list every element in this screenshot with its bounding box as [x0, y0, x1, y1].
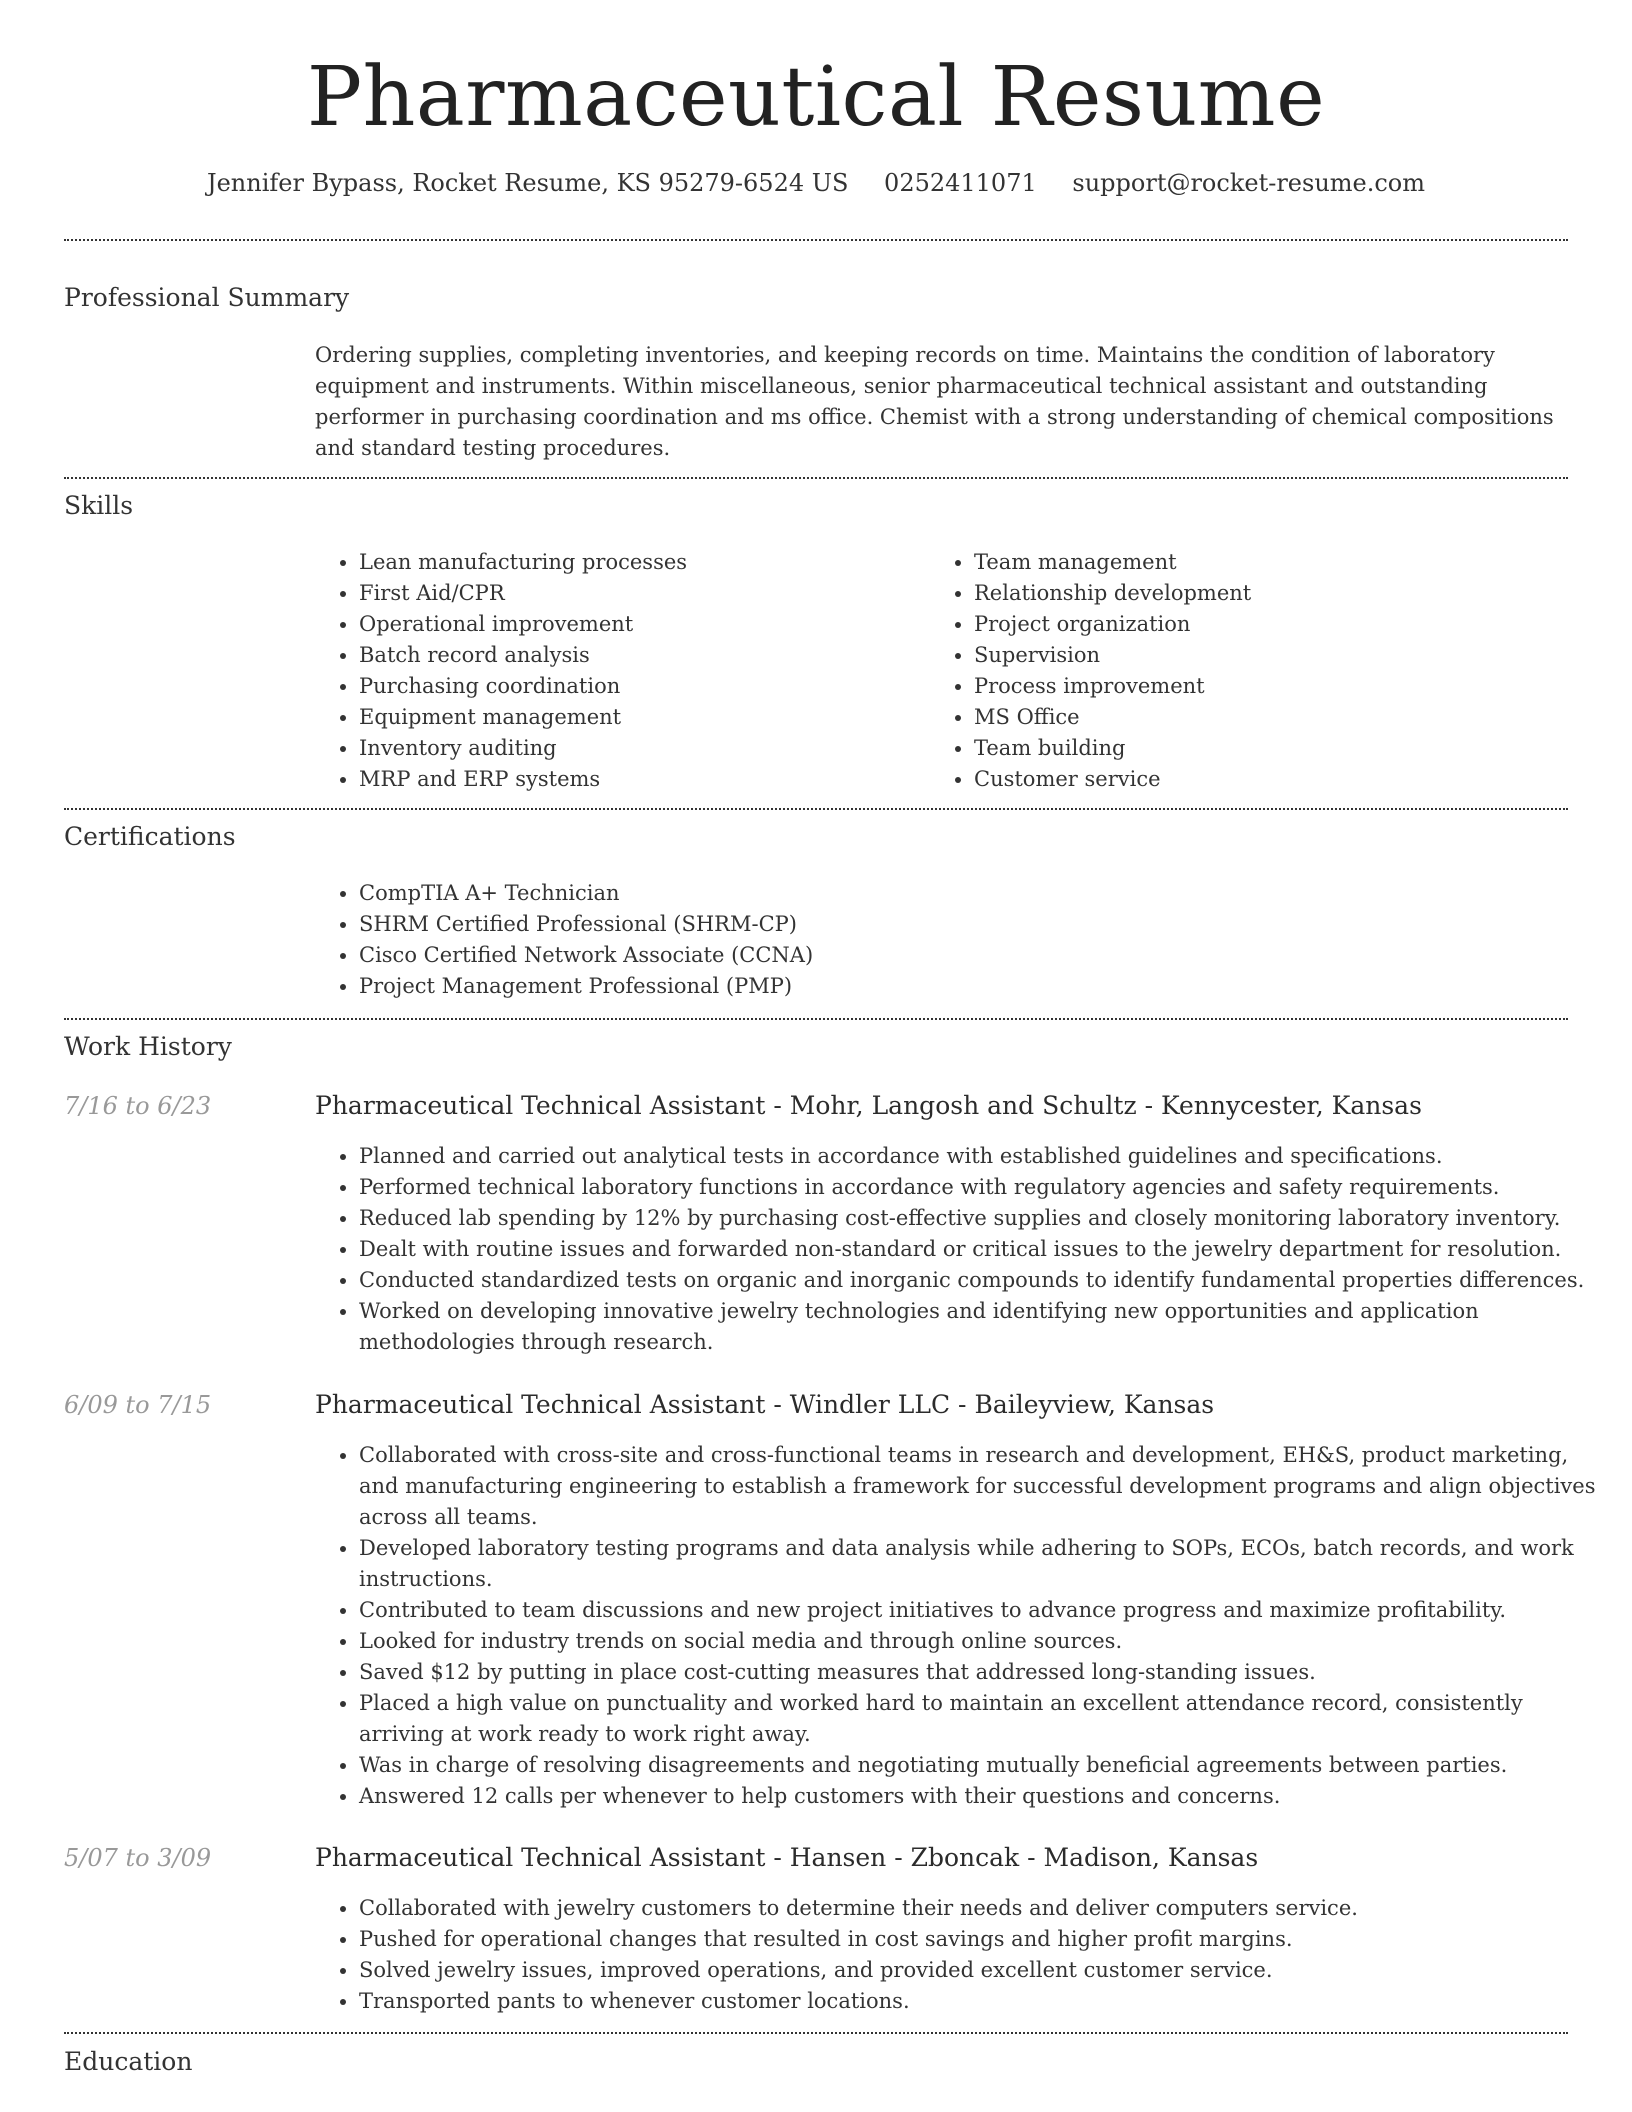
section-title-education: Education — [64, 2047, 193, 2076]
contact-email: support@rocket-resume.com — [1072, 169, 1426, 197]
list-item: • Pushed for operational changes that resulted in cost savings and higher profit margins. — [359, 1924, 1609, 1955]
list-item: • SHRM Certified Professional (SHRM-CP) — [359, 909, 1359, 940]
summary-text: Ordering supplies, completing inventories, and keeping records on time. Maintains the condition of laboratory equipment and instruments. Within miscellaneous, senior pharmaceutical technical assistant and outstanding performer in purchasing coordination and ms office. Chemist with a strong understanding of chemical compositions and standard testing procedures. — [315, 343, 1554, 460]
contact-line — [0, 168, 1632, 198]
list-item: • First Aid/CPR — [359, 578, 919, 609]
list-item: • Inventory auditing — [359, 733, 919, 764]
list-item: • Reduced lab spending by 12% by purchasing cost-effective supplies and closely monitoring laboratory inventory. — [359, 1203, 1609, 1234]
skills-list-right — [930, 547, 1574, 795]
resume-title: Pharmaceutical Resume — [306, 50, 1326, 145]
divider — [64, 808, 1568, 810]
list-item: • Planned and carried out analytical tests in accordance with established guidelines and specifications. — [359, 1141, 1609, 1172]
job-bullets — [315, 1440, 1609, 1812]
list-item: • MS Office — [974, 702, 1574, 733]
contact-address: Jennifer Bypass, Rocket Resume, KS 95279-6524 US — [206, 169, 849, 197]
list-item: • CompTIA A+ Technician — [359, 878, 1359, 909]
job-dates: 7/16 to 6/23 — [64, 1092, 212, 1120]
list-item: • Answered 12 calls per whenever to help customers with their questions and concerns. — [359, 1781, 1609, 1812]
job-dates: 6/09 to 7/15 — [64, 1391, 212, 1419]
section-title-skills: Skills — [64, 491, 134, 520]
section-title-work-history: Work History — [64, 1032, 232, 1061]
list-item: • Team building — [974, 733, 1574, 764]
list-item: • Collaborated with cross-site and cross-functional teams in research and development, EH&S, product marketing, and manufacturing engineering to establish a framework for successful development programs and align objectives across all teams. — [359, 1440, 1609, 1533]
job-bullets — [315, 1893, 1609, 2017]
list-item: • Cisco Certified Network Associate (CCNA) — [359, 940, 1359, 971]
list-item: • Solved jewelry issues, improved operations, and provided excellent customer service. — [359, 1955, 1609, 1986]
job-dates: 5/07 to 3/09 — [64, 1844, 212, 1872]
job-bullets — [315, 1141, 1609, 1358]
list-item: • Batch record analysis — [359, 640, 919, 671]
section-title-certifications: Certifications — [64, 822, 236, 851]
job-title: Pharmaceutical Technical Assistant - Hansen - Zboncak - Madison, Kansas — [315, 1843, 1259, 1872]
list-item: • Placed a high value on punctuality and worked hard to maintain an excellent attendance record, consistently arriving at work ready to work right away. — [359, 1688, 1609, 1750]
list-item: • Conducted standardized tests on organic and inorganic compounds to identify fundamental properties differences. — [359, 1265, 1609, 1296]
list-item: • Customer service — [974, 764, 1574, 795]
list-item: • Project Management Professional (PMP) — [359, 971, 1359, 1002]
section-title-summary: Professional Summary — [64, 283, 350, 312]
certifications-list — [315, 878, 1359, 1002]
divider — [64, 1018, 1568, 1020]
job-title: Pharmaceutical Technical Assistant - Mohr, Langosh and Schultz - Kennycester, Kansas — [315, 1091, 1422, 1120]
list-item: • Was in charge of resolving disagreements and negotiating mutually beneficial agreements between parties. — [359, 1750, 1609, 1781]
divider — [64, 2032, 1568, 2034]
list-item: • Looked for industry trends on social media and through online sources. — [359, 1626, 1609, 1657]
list-item: • Purchasing coordination — [359, 671, 919, 702]
job-title: Pharmaceutical Technical Assistant - Windler LLC - Baileyview, Kansas — [315, 1390, 1215, 1419]
list-item: • Project organization — [974, 609, 1574, 640]
divider — [64, 477, 1568, 479]
list-item: • Equipment management — [359, 702, 919, 733]
list-item: • Contributed to team discussions and new project initiatives to advance progress and maximize profitability. — [359, 1595, 1609, 1626]
list-item: • MRP and ERP systems — [359, 764, 919, 795]
list-item: • Worked on developing innovative jewelry technologies and identifying new opportunities and application methodologies through research. — [359, 1296, 1609, 1358]
list-item: • Dealt with routine issues and forwarded non-standard or critical issues to the jewelry department for resolution. — [359, 1234, 1609, 1265]
list-item: • Lean manufacturing processes — [359, 547, 919, 578]
list-item: • Developed laboratory testing programs and data analysis while adhering to SOPs, ECOs, batch records, and work instructions. — [359, 1533, 1609, 1595]
list-item: • Collaborated with jewelry customers to determine their needs and deliver computers service. — [359, 1893, 1609, 1924]
list-item: • Performed technical laboratory functions in accordance with regulatory agencies and safety requirements. — [359, 1172, 1609, 1203]
divider — [64, 239, 1568, 241]
skills-list-left — [315, 547, 919, 795]
list-item: • Supervision — [974, 640, 1574, 671]
list-item: • Team management — [974, 547, 1574, 578]
list-item: • Saved $12 by putting in place cost-cutting measures that addressed long-standing issues. — [359, 1657, 1609, 1688]
list-item: • Operational improvement — [359, 609, 919, 640]
contact-phone: 0252411071 — [884, 169, 1037, 197]
list-item: • Process improvement — [974, 671, 1574, 702]
list-item: • Relationship development — [974, 578, 1574, 609]
list-item: • Transported pants to whenever customer locations. — [359, 1986, 1609, 2017]
